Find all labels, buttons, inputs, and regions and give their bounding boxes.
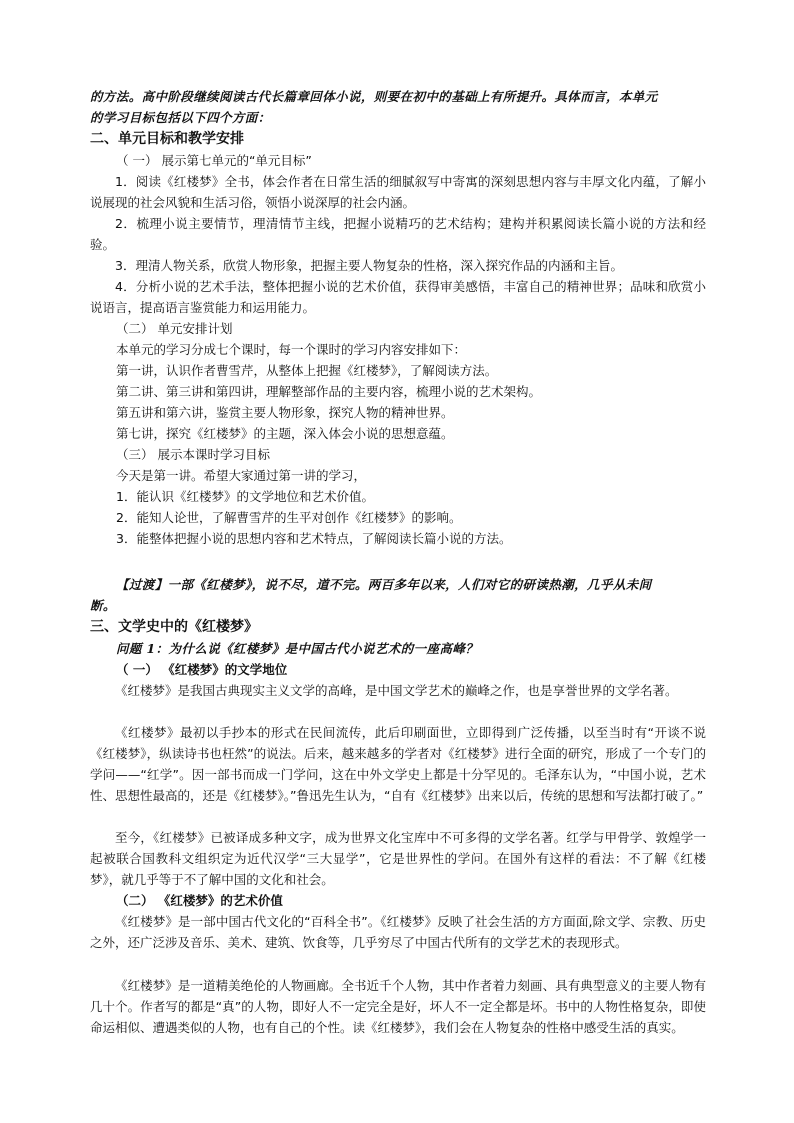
section-3-heading: 三、文学史中的《红楼梦》 [90, 619, 258, 635]
question-1: 问题 1：为什么说《红楼梦》是中国古代小说艺术的一座高峰？ [116, 641, 479, 656]
section-3-sub2-title: （二） 《红楼梦》的艺术价值 [116, 893, 283, 908]
transition-line-2: 断。 [90, 598, 116, 613]
section-2-heading: 二、单元目标和教学安排 [90, 131, 244, 147]
body-paragraph: 《红楼梦》是我国古典现实主义文学的高峰，是中国文学艺术的巅峰之作，也是享誉世界的文学名著。 [115, 683, 678, 698]
lesson-goal-item: 2．能知人论世，了解曹雪芹的生平对创作《红楼梦》的影响。 [116, 510, 462, 525]
section-2-sub2-title: （二） 单元安排计划 [116, 321, 233, 336]
section-2-sub1-title: （ 一） 展示第七单元的“单元目标” [116, 153, 312, 168]
plan-item: 第七讲，探究《红楼梦》的主题，深入体会小说的思想意蕴。 [116, 426, 454, 441]
plan-item: 第五讲和第六讲，鉴赏主要人物形象，探究人物的精神世界。 [116, 405, 454, 420]
goal-item: 4．分析小说的艺术手法，整体把握小说的艺术价值，获得审美感悟，丰富自己的精神世界；品味和欣赏小说语言，提高语言鉴赏能力和运用能力。 [90, 279, 706, 315]
plan-item: 第一讲，认识作者曹雪芹，从整体上把握《红楼梦》，了解阅读方法。 [116, 363, 498, 378]
intro-line-1: 的方法。高中阶段继续阅读古代长篇章回体小说，则要在初中的基础上有所提升。具体而言，本单元 [90, 89, 658, 104]
body-paragraph: 至今，《红楼梦》已被译成多种文字，成为世界文化宝库中不可多得的文学名著。红学与甲骨学、敦煌学一起被联合国教科文组织定为近代汉学“三大显学”，它是世界性的学问。在国外有这样的看法：不了解《红楼梦》，就几乎等于不了解中国的文化和社会。 [90, 830, 706, 887]
lesson-goal-item: 3．能整体把握小说的思想内容和艺术特点，了解阅读长篇小说的方法。 [116, 531, 512, 546]
goal-item: 3．理清人物关系，欣赏人物形象，把握主要人物复杂的性格，深入探究作品的内涵和主旨。 [115, 258, 623, 273]
lesson-goal-item: 1．能认识《红楼梦》的文学地位和艺术价值。 [116, 489, 374, 504]
goal-item: 1．阅读《红楼梦》全书，体会作者在日常生活的细腻叙写中寄寓的深刻思想内容与丰厚文化内蕴，了解小说展现的社会风貌和生活习俗，领悟小说深厚的社会内涵。 [90, 174, 706, 210]
goal-item: 2．梳理小说主要情节，理清情节主线，把握小说精巧的艺术结构；建构并积累阅读长篇小说的方法和经验。 [90, 216, 706, 252]
section-2-sub3-title: （三） 展示本课时学习目标 [116, 447, 270, 462]
transition-line-1: 【过渡】一部《红楼梦》，说不尽，道不完。两百多年以来，人们对它的研读热潮，几乎从未间 [116, 577, 652, 592]
body-paragraph: 《红楼梦》是一道精美绝伦的人物画廊。全书近千个人物，其中作者着力刻画、具有典型意义的主要人物有几十个。作者写的都是“真”的人物，即好人不一定完全是好，坏人不一定全都是坏。书中的人物性格复杂，即使命运相似、遭遇类似的人物，也有自己的个性。读《红楼梦》，我们会在人物复杂的性格中感受生活的真实。 [90, 978, 706, 1035]
plan-intro: 本单元的学习分成七个课时，每一个课时的学习内容安排如下： [116, 342, 467, 357]
section-3-sub1-title: （ 一） 《红楼梦》的文学地位 [116, 662, 288, 677]
plan-item: 第二讲、第三讲和第四讲，理解整部作品的主要内容，梳理小说的艺术架构。 [116, 384, 542, 399]
intro-line-2: 的学习目标包括以下四个方面： [90, 110, 271, 125]
body-paragraph: 《红楼梦》最初以手抄本的形式在民间流传，此后印刷面世，立即得到广泛传播，以至当时有“开谈不说《红楼梦》，纵读诗书也枉然”的说法。后来，越来越多的学者对《红楼梦》进行全面的研究，形成了一个专门的学问——“红学”。因一部书而成一门学问，这在中外文学史上都是十分罕见的。毛泽东认为，“中国小说，艺术性、思想性最高的，还是《红楼梦》。”鲁迅先生认为，“自有《红楼梦》出来以后，传统的思想和写法都打破了。” [90, 725, 706, 803]
body-paragraph: 《红楼梦》是一部中国古代文化的“百科全书”。《红楼梦》反映了社会生活的方方面面,除文学、宗教、历史之外，还广泛涉及音乐、美术、建筑、饮食等，几乎穷尽了中国古代所有的文学艺术的表现形式。 [90, 914, 706, 950]
lesson-intro: 今天是第一讲。希望大家通过第一讲的学习， [116, 468, 367, 483]
